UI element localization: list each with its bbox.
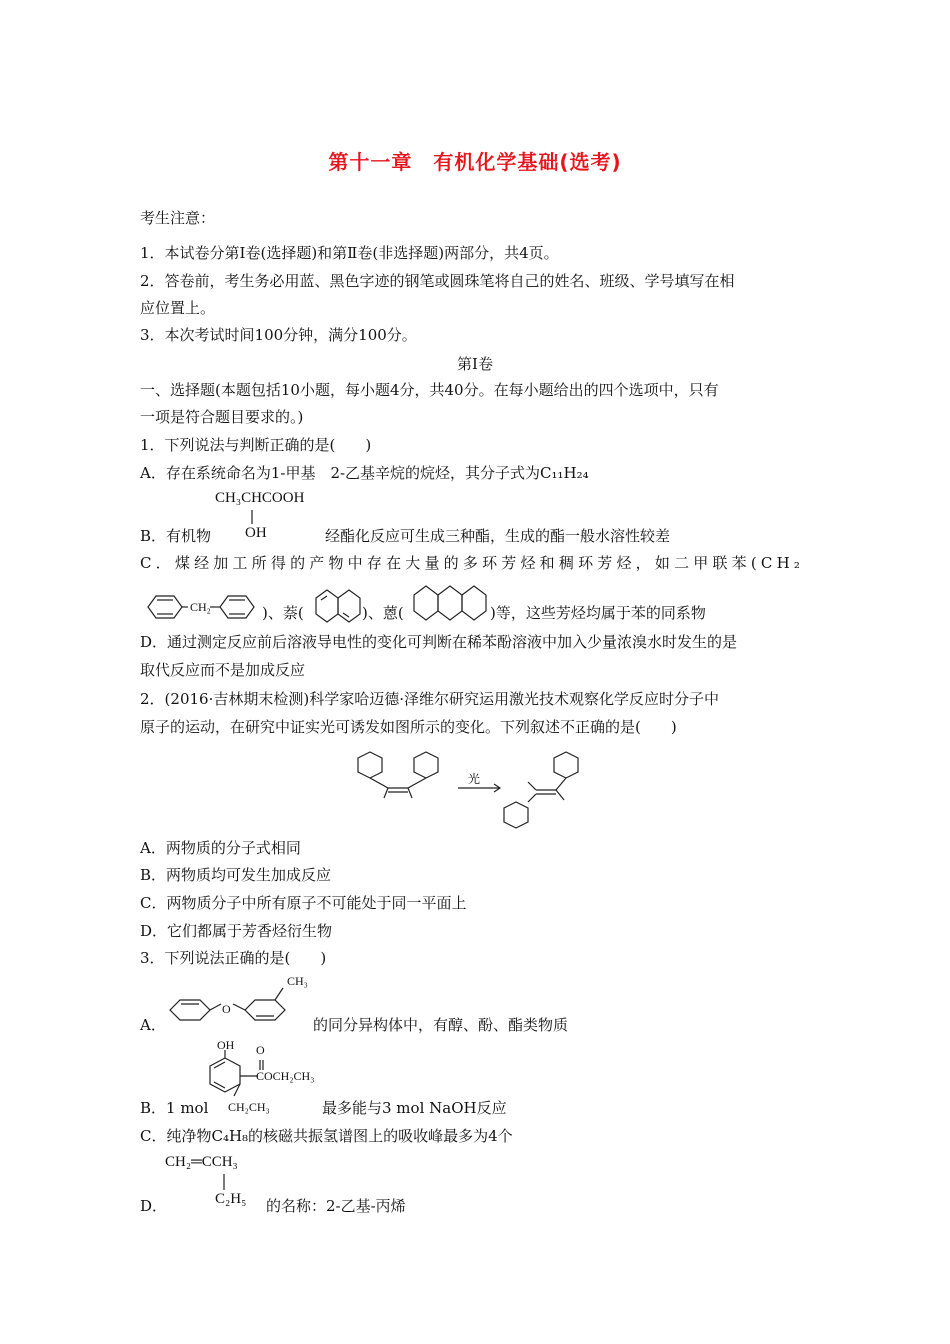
q2-option-d: D．它们都属于芳香烃衍生物: [140, 922, 333, 940]
q1-c-anthracene-label: )、蒽(: [362, 604, 404, 622]
q3-b-oh: OH: [217, 1038, 235, 1052]
q3-d-formula-bottom: C₂H₅: [215, 1191, 247, 1207]
section-title: 第Ⅰ卷: [457, 355, 493, 373]
section-intro-1: 一、选择题(本题包括10小题，每小题4分，共40分。在每小题给出的四个选项中，只有: [140, 381, 719, 399]
q3-option-b-label: B．1 mol: [140, 1099, 209, 1117]
notice-item-2: 2．答卷前，考生务必用蓝、黑色字迹的钢笔或圆珠笔将自己的姓名、班级、学号填写在相: [140, 272, 735, 290]
methyl-diphenyl-ether-structure: [165, 970, 305, 1030]
q3-option-d-text: 的名称：2-乙基-丙烯: [266, 1197, 406, 1215]
reaction-arrow-label: 光: [468, 772, 481, 786]
q3-a-oxygen: O: [222, 1002, 231, 1016]
q3-d-formula-top: CH₂═CCH₃: [165, 1154, 238, 1170]
q3-d-bond: [222, 1174, 226, 1192]
q3-option-b-text: 最多能与3 mol NaOH反应: [322, 1099, 507, 1117]
q1-option-b-label: B．有机物: [140, 527, 212, 545]
notice-item-3: 3．本次考试时间100分钟，满分100分。: [140, 326, 417, 344]
q1-option-c: C．煤经加工所得的产物中存在大量的多环芳烃和稠环芳烃，如二甲联苯(CH₂: [140, 554, 805, 572]
q1-option-d-2: 取代反应而不是加成反应: [140, 661, 306, 679]
q2-option-c: C．两物质分子中所有原子不可能处于同一平面上: [140, 894, 467, 912]
anthracene-structure: [410, 580, 494, 626]
q1-stem: 1．下列说法与判断正确的是( ): [140, 436, 372, 454]
q2-stem-2: 原子的运动，在研究中证实光可诱发如图所示的变化。下列叙述不正确的是( ): [140, 718, 677, 736]
notice-item-2-cont: 应位置上。: [140, 299, 216, 317]
q1-b-formula-top: CH₃CHCOOH: [215, 490, 305, 506]
diphenylmethane-ch2: CH₂: [190, 600, 211, 614]
q1-b-formula-bottom: OH: [245, 525, 267, 541]
q3-stem: 3．下列说法正确的是( ): [140, 949, 327, 967]
q3-b-ester-group: COCH₂CH₃: [256, 1069, 315, 1083]
q1-option-d-1: D．通过测定反应前后溶液导电性的变化可判断在稀苯酚溶液中加入少量浓溴水时发生的是: [140, 633, 738, 651]
q3-b-carbonyl-o: O: [256, 1043, 265, 1057]
q3-option-c: C．纯净物C₄H₈的核磁共振氢谱图上的吸收峰最多为4个: [140, 1127, 513, 1145]
q1-option-a: A．存在系统命名为1-甲基 2-乙基辛烷的烷烃，其分子式为C₁₁H₂₄: [140, 464, 589, 482]
q1-option-b-text: 经酯化反应可生成三种酯，生成的酯一般水溶性较差: [325, 527, 671, 545]
q3-a-ch3: CH₃: [287, 974, 308, 988]
q1-c-end: )等，这些芳烃均属于苯的同系物: [490, 604, 706, 622]
q1-c-naphthalene-label: )、萘(: [262, 604, 304, 622]
q3-option-d-label: D．: [140, 1197, 168, 1215]
notice-heading: 考生注意：: [140, 209, 216, 227]
q3-b-ethyl: CH₂CH₃: [228, 1100, 270, 1114]
reaction-scheme: [350, 748, 600, 828]
q2-option-b: B．两物质均可发生加成反应: [140, 866, 332, 884]
q2-option-a: A．两物质的分子式相同: [140, 839, 301, 857]
section-intro-2: 一项是符合题目要求的。): [140, 408, 304, 426]
q1-b-bond: [250, 510, 254, 526]
notice-item-1: 1．本试卷分第Ⅰ卷(选择题)和第Ⅱ卷(非选择题)两部分，共4页。: [140, 244, 559, 262]
q3-option-a-text: 的同分异构体中，有醇、酚、酯类物质: [313, 1016, 569, 1034]
chapter-title: 第十一章 有机化学基础(选考): [328, 150, 622, 174]
q3-option-a-label: A．: [140, 1016, 166, 1034]
q2-stem-1: 2．(2016·吉林期末检测)科学家哈迈德·泽维尔研究运用激光技术观察化学反应时分子中: [140, 690, 719, 708]
